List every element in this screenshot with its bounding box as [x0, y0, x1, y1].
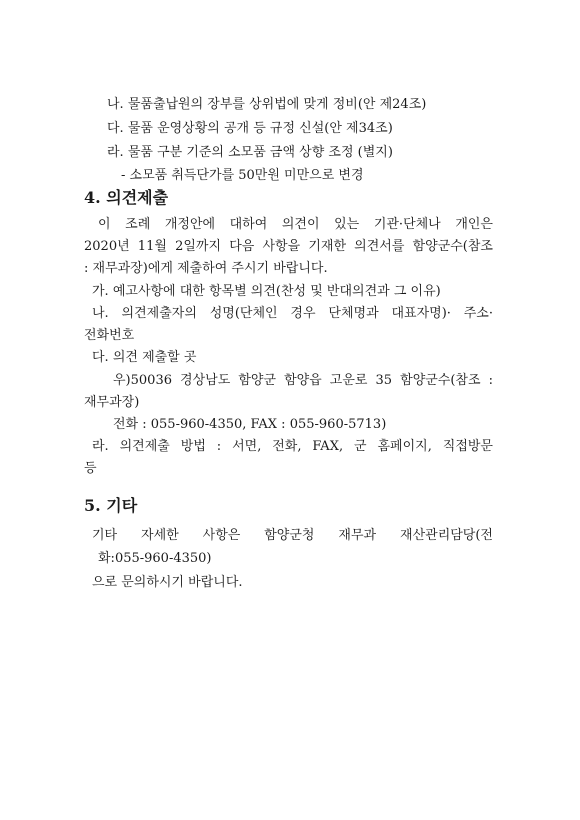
- amendment-item-ra-detail: - 소모품 취득단가를 50만원 미만으로 변경: [121, 168, 364, 183]
- etc-line-2: 화:055-960-4350): [98, 551, 212, 566]
- opinion-item-da: 다. 의견 제출할 곳: [92, 350, 197, 365]
- opinion-item-ga: 가. 예고사항에 대한 항목별 의견(찬성 및 반대의견과 그 이유): [92, 284, 441, 299]
- opinion-intro-line-3: : 재무과장)에게 제출하여 주시기 바랍니다.: [84, 261, 328, 276]
- opinion-item-na-cont: 전화번호: [84, 328, 135, 343]
- section-heading-etc: 5. 기타: [84, 496, 138, 515]
- etc-line-1: 기타 자세한 사항은 함양군청 재무과 재산관리담당(전: [92, 528, 493, 543]
- etc-line-3: 으로 문의하시기 바랍니다.: [92, 575, 243, 590]
- opinion-intro-line-2: 2020년 11월 2일까지 다음 사항을 기재한 의견서를 함양군수(참조: [84, 239, 493, 254]
- amendment-item-da: 다. 물품 운영상황의 공개 등 규정 신설(안 제34조): [107, 121, 393, 136]
- submission-address-cont: 재무과장): [84, 395, 140, 410]
- amendment-item-ra: 라. 물품 구분 기준의 소모품 금액 상향 조정 (별지): [107, 145, 393, 160]
- submission-phone-fax: 전화 : 055-960-4350, FAX : 055-960-5713): [113, 417, 387, 432]
- opinion-item-ra-cont: 등: [84, 461, 97, 476]
- opinion-intro-line-1: 이 조례 개정안에 대하여 의견이 있는 기관·단체나 개인은: [98, 217, 493, 232]
- amendment-item-na: 나. 물품출납원의 장부를 상위법에 맞게 정비(안 제24조): [107, 97, 427, 112]
- opinion-item-ra: 라. 의견제출 방법 : 서면, 전화, FAX, 군 홈페이지, 직접방문: [92, 439, 493, 454]
- opinion-item-na: 나. 의견제출자의 성명(단체인 경우 단체명과 대표자명)· 주소·: [92, 306, 493, 321]
- section-heading-opinion: 4. 의견제출: [84, 188, 169, 207]
- submission-address: 우)50036 경상남도 함양군 함양읍 고운로 35 함양군수(참조 :: [113, 373, 493, 388]
